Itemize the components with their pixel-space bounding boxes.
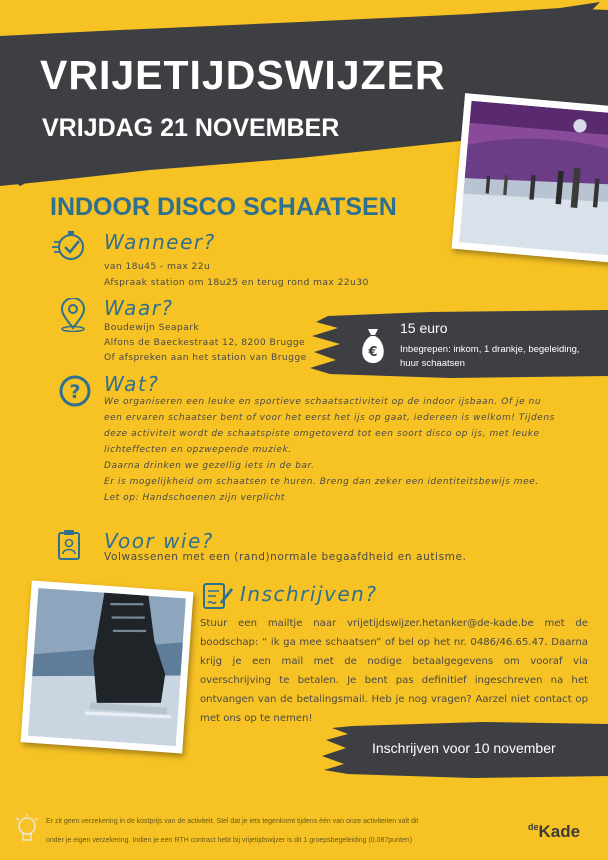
- waar-heading: Waar?: [104, 296, 174, 320]
- registration-deadline: Inschrijven voor 10 november: [372, 740, 556, 756]
- wat-line-2: een ervaren schaatser bent of voor het eerst het ijs op gaat, iedereen is welkom! Tijdens: [104, 413, 555, 423]
- wat-line-7: Let op: Handschoenen zijn verplicht: [104, 493, 285, 503]
- stopwatch-icon: [52, 228, 86, 262]
- disclaimer-line-2: onder je eigen verzekering. Indien je een RTH contract hebt bij vrijetijdswijzer is dit 1 groepsbegeleiding (0.087punten): [46, 837, 413, 844]
- inschrijven-heading: Inschrijven?: [240, 582, 378, 606]
- svg-text:€: €: [368, 345, 378, 360]
- lightbulb-icon: [14, 814, 40, 846]
- logo-name: Kade: [538, 822, 581, 841]
- waar-line-2: Alfons de Baeckestraat 12, 8200 Brugge: [104, 337, 306, 348]
- waar-line-3: Of afspreken aan het station van Brugge: [104, 352, 307, 363]
- money-bag-icon: [356, 325, 390, 365]
- page-title: VRIJETIJDSWIJZER: [40, 52, 446, 98]
- logo-prefix: de: [528, 822, 539, 832]
- svg-text:?: ?: [69, 381, 81, 403]
- ice-skate-photo: [21, 581, 194, 754]
- insurance-disclaimer: [46, 812, 526, 850]
- wat-line-4: lichteffecten en opzwepende muziek.: [104, 445, 292, 455]
- ice-rink-photo: [452, 93, 608, 263]
- inschrijven-text: Stuur een mailtje naar vrijetijdswijzer.hetanker@de-kade.be met de boodschap: “ ik ga mee schaatsen” of bel op het nr. 0486/46.65.47. Daarna krijg je een mail met de nodige betaalgegevens om vooraf via overschrijving te betalen. Je bent pas definitief ingeschreven na het ontvangen van de betalingsmail. Heb je nog vragen? Aarzel niet contact op met ons op te nemen!: [200, 618, 588, 724]
- wanneer-line-2: Afspraak station om 18u25 en terug rond max 22u30: [104, 277, 369, 288]
- voor-wie-text: Volwassenen met een (rand)normale begaafdheid en autisme.: [104, 551, 467, 563]
- wanneer-heading: Wanneer?: [104, 230, 216, 254]
- question-icon: [58, 374, 92, 408]
- wat-heading: Wat?: [104, 372, 160, 396]
- clipboard-person-icon: [52, 528, 86, 562]
- wat-line-3: deze activiteit wordt de schaatspiste omgetoverd tot een soort disco op ijs, met leuke: [104, 429, 540, 439]
- de-kade-logo: [528, 822, 580, 842]
- wat-line-6: Er is mogelijkheid om schaatsen te huren. Breng dan zeker een identiteitsbewijs mee.: [104, 477, 539, 487]
- location-pin-icon: [56, 298, 90, 332]
- wanneer-line-1: van 18u45 - max 22u: [104, 261, 211, 272]
- voor-wie-heading: Voor wie?: [104, 529, 214, 553]
- wat-line-5: Daarna drinken we gezellig iets in de bar.: [104, 461, 315, 471]
- disclaimer-line-1: Er zit geen verzekering in de kostprijs van de activiteit. Stel dat je iets tegenkomt tijdens één van onze activiteiten valt dit: [46, 818, 419, 825]
- signature-form-icon: [200, 578, 234, 612]
- price-amount: 15 euro: [400, 320, 448, 336]
- event-title: INDOOR DISCO SCHAATSEN: [50, 193, 397, 221]
- waar-line-1: Boudewijn Seapark: [104, 322, 200, 333]
- wat-line-1: We organiseren een leuke en sportieve schaatsactiviteit op de indoor ijsbaan. Of je nu: [104, 397, 542, 407]
- event-date: VRIJDAG 21 NOVEMBER: [42, 114, 340, 142]
- price-included: Inbegrepen: inkom, 1 drankje, begeleiding, huur schaatsen: [400, 344, 580, 369]
